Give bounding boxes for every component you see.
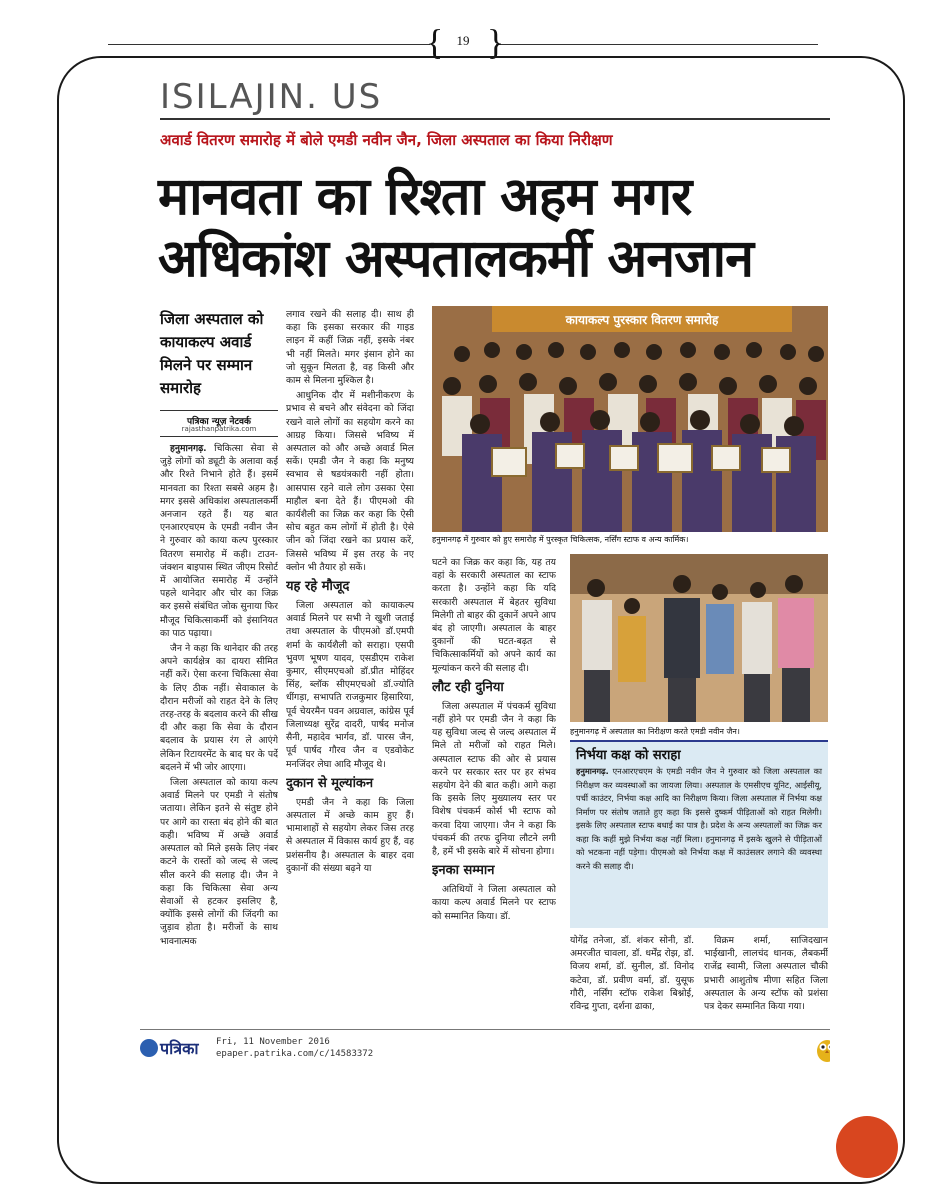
page-number: 19 bbox=[456, 33, 470, 48]
col5-para-1: विक्रम शर्मा, साजिदखान भाईखानी, लालचंद धानक, लैबकर्मी राजेंद्र स्वामी, जिला अस्पताल चौकी प्रभारी आशुतोष मीणा सहित जिला अस्पताल के अन्य स्टॉफ को प्रशंसा पत्र देकर सम्मानित किया गया। bbox=[704, 935, 828, 1013]
headline bbox=[158, 166, 753, 290]
corner-dot bbox=[836, 1116, 898, 1178]
byline: पत्रिका न्यूज़ नेटवर्क bbox=[160, 410, 278, 427]
column-1 bbox=[160, 442, 278, 1022]
header-rule-left bbox=[108, 44, 430, 45]
section-rule bbox=[160, 118, 830, 120]
main-photo-caption: हनुमानगढ़ में गुरुवार को हुए समारोह में पुरस्कृत चिकित्सक, नर्सिंग स्टाफ व अन्य कार्मिक। bbox=[432, 535, 689, 544]
award-group-photo bbox=[432, 306, 828, 532]
inspection-photo bbox=[570, 554, 828, 722]
box-title: निर्भया कक्ष को सराहा bbox=[576, 748, 681, 763]
section-heading-evaluation: दुकान से मूल्यांकन bbox=[286, 775, 374, 791]
col2-para-4: एमडी जैन ने कहा कि जिला अस्पताल में अच्छे काम हुए हैं। भामाशाहों से सहयोग लेकर जिस तरह से अस्पताल में विकास कार्य हुए हैं, वह प्रशंसनीय है। अस्पताल के बाहर दवा दुकानों की संख्या बढ़ने या bbox=[286, 796, 414, 874]
byline-website: rajasthanpatrika.com bbox=[160, 425, 278, 437]
col2-para-2: आधुनिक दौर में मशीनीकरण के प्रभाव से बचने और संवेदना को जिंदा रखने वाले लोगों का सहयोग करने का आग्रह किया। जिससे भविष्य में अस्पताल को और अच्छे अवार्ड मिल सकें। एमडी जैन ने कहा कि मनुष्य स्वभाव से षडयंत्रकारी नहीं होता। आसपास रहने वाले लोग उसका ऐसा माहौल बना देते हैं। पीएमओ की कार्यशैली का जिक्र कर कहा कि ऐसी सोच बहुत कम लोगों में होती है। ऐसे जीन को जिंदा रखने का प्रयास करें, जिससे भविष्य में इस तरह के नए क्लोन भी तैयार हो सकें। bbox=[286, 390, 414, 573]
column-4 bbox=[570, 934, 694, 1024]
side-title: जिला अस्पताल को कायाकल्प अवार्ड मिलने पर सम्मान समारोह bbox=[160, 310, 264, 397]
section-heading-world: लौट रही दुनिया bbox=[432, 679, 504, 695]
box-text: एनआरएचएम के एमडी नवीन जैन ने गुरुवार को जिला अस्पताल का निरीक्षण कर व्यवस्थाओं का जायजा लिया। अस्पताल के एमसीएच यूनिट, आईसीयू, पर्ची काउंटर, निर्भया कक्ष आदि का निरीक्षण किया। जिला अस्पताल में निर्भया कक्ष निर्माण पर संतोष जताते हुए कहा कि इससे दुष्कर्म पीड़िताओं को राहत मिलेगी। इसके लिए अस्पताल स्टाफ बधाई का पात्र है। प्रदेश के अन्य अस्पतालों का जिक्र कर कहा कि कहीं मुझे निर्भया कक्ष नहीं मिला। हनुमानगढ़ में इसके खुलने से पीड़िताओं को भटकना नहीं पड़ेगा। पीएमओ को निर्भया कक्ष में काउंसलर लगाने की व्यवस्था करने की सलाह दी। bbox=[576, 766, 822, 871]
footer-rule bbox=[140, 1029, 830, 1030]
epaper-url[interactable]: epaper.patrika.com/c/14583372 bbox=[216, 1049, 374, 1059]
col3-para-1: घटने का जिक्र कर कहा कि, यह तय वहां के सरकारी अस्पताल का स्टाफ करता है। उन्होंने कहा कि यदि सरकारी अस्पताल में बेहतर सुविधा मिलेगी तो बाहर की दुकानें अपने आप बंद हो जाएगी। अस्पताल के बाहर दुकानों की घटत-बढ़त से चिकित्साकर्मियों को अपने कार्य का मूल्यांकन करने की सलाह दी। bbox=[432, 557, 556, 674]
section-label: ISILAJIN. US bbox=[160, 80, 383, 117]
section-heading-honour: इनका सम्मान bbox=[432, 863, 495, 879]
globe-icon bbox=[140, 1039, 158, 1057]
col1-para-3: जिला अस्पताल को काया कल्प अवार्ड मिलने पर एमडी ने संतोष जताया। लेकिन इतने से संतुष्ट होने पर आगे का रास्ता बंद होने की बात कही। भविष्य में अच्छे अवार्ड अस्पताल को मिले इसके लिए नंबर कटने के रास्तों को जल्द से जल्द सील करने की सलाह दी। जैन ने कहा कि चिकित्सा सेवा अन्य सेवाओं से हटकर इसलिए है, क्योंकि इससे लोगों की जिंदगी का जुड़ाव होता है। मरीजों के साथ भावनात्मक bbox=[160, 777, 278, 947]
inspection-photo-art bbox=[570, 554, 828, 722]
box-body bbox=[570, 765, 828, 873]
col2-para-3: जिला अस्पताल को कायाकल्प अवार्ड मिलने पर सभी ने खुशी जताई तथा अस्पताल के पीएमओ डॉ.एमपी शर्मा के कार्यशैली को सराहा। एसपी भुवण भूषण यादव, एसडीएम राकेश कुमार, सीएमएचओ डॉ.प्रीत मोहिंदर सिंह, ब्लॉक सीएमएचओ डॉ.ज्योति धींगड़ा, सभापति राजकुमार हिसारिया, पूर्व चेयरमैन पवन अग्रवाल, कांग्रेस पूर्व जिलाध्यक्ष सुरेंद्र दादरी, पार्षद मनोज सैनी, महादेव भार्गव, डॉ. पारस जैन, पूर्व पार्षद गौरव जैन व एडवोकेट मनजिंदर लेघा आदि मौजूद थे। bbox=[286, 600, 414, 770]
second-photo-caption: हनुमानगढ़ में अस्पताल का निरीक्षण करते एमडी नवीन जैन। bbox=[570, 727, 740, 736]
column-5 bbox=[704, 934, 828, 1024]
column-3 bbox=[432, 556, 556, 1022]
subheadline: अवार्ड वितरण समारोह में बोले एमडी नवीन जैन, जिला अस्पताल का किया निरीक्षण bbox=[160, 131, 613, 149]
col4-para-1: योगेंद्र तनेजा, डॉ. शंकर सोनी, डॉ. अमरजीत चावला, डॉ. धर्मेंद्र रोझ, डॉ. विजय शर्मा, डॉ. सुनील, डॉ. विनोद कटेवा, डॉ. प्रवीण वर्मा, डॉ. युसूफ गौरी, नर्सिंग स्टॉफ राकेश बिश्नोई, रविन्द्र गुप्ता, दर्शना ढाका, bbox=[570, 935, 694, 1013]
patrika-logo bbox=[140, 1037, 216, 1059]
col3-para-3: अतिथियों ने जिला अस्पताल को काया कल्प अवार्ड मिलने पर स्टाफ को सम्मानित किया। डॉ. bbox=[432, 884, 556, 922]
nirbhaya-box bbox=[570, 740, 828, 928]
col1-para-2: जैन ने कहा कि थानेदार की तरह अपने कार्यक्षेत्र का दायरा सीमित नहीं करें। ऐसा करना चिकित्सा सेवा के लिए ठीक नहीं। सेवाकाल के दौरान मरीजों को राहत देने के लिए तरह-तरह के बदलाव करने की सीख दी और कहा कि सेवा के दौरान बदलाव के प्रयास रंग ले आएंगे लेकिन रिटायरमेंट के बाद घर के पर्दे बदलने में भी जोर आएगा। bbox=[160, 643, 278, 773]
col2-para-1: लगाव रखने की सलाह दी। साथ ही कहा कि इसका सरकार की गाइड लाइन में कहीं जिक्र नहीं, इसके नंबर भी नहीं मिलते। मगर इंसान होने का जो सुकून मिलता है, वह किसी और काम से मिलना मुश्किल है। bbox=[286, 309, 414, 387]
col1-para-1: चिकित्सा सेवा से जुड़े लोगों को ड्यूटी के अलावा कई और रिश्ते निभाने होते हैं। इसमें मानवता का रिश्ता सबसे अहम है। मगर इससे अधिकांश अस्पतालकर्मी अनजान रहते हैं। यह बात एनआरएचएम के एमडी नवीन जैन ने गुरुवार को काया कल्प पुरस्कार वितरण समारोह में कही। टाउन-जंक्शन बाइपास स्थित जीएम रिसोर्ट में आयोजित समारोह में उन्होंने पहले थानेदार और चोर का जिक्र कर इससे संबंधित जोक सुनाया फिर मौजूद चिकित्साकर्मी को इंसानियत का पाठ पढ़ाया। bbox=[160, 443, 278, 639]
col3-para-2: जिला अस्पताल में पंचकर्म सुविधा नहीं होने पर एमडी जैन ने कहा कि यह सुविधा जल्द से जल्द अस्पताल में मिले तो मरीजों को राहत मिले। अस्पताल स्टाफ की ओर से प्रयास करने पर सरकार स्तर पर हर संभव सहयोग देने की बात कही। आगे कहा कि इसके लिए मुख्यालय स्तर पर विशेष पंचकर्म कोर्स भी स्टाफ को करवा दिया जाएगा। जैन ने कहा कि पंचकर्म की तरफ दुनिया लौटने लगी है, हमें भी इसके बारे में सोचना होगा। bbox=[432, 700, 556, 858]
column-2 bbox=[286, 308, 414, 1022]
right-brace: } bbox=[487, 22, 505, 62]
headline-line-1: मानवता का रिश्ता अहम मगर bbox=[158, 167, 692, 227]
header-rule-right bbox=[496, 44, 818, 45]
award-group-photo-art bbox=[432, 306, 828, 532]
left-brace: { bbox=[426, 22, 444, 62]
headline-line-2: अधिकांश अस्पतालकर्मी अनजान bbox=[158, 229, 754, 289]
banner-text: कायाकल्प पुरस्कार वितरण समारोह bbox=[565, 313, 719, 327]
news-clipping bbox=[140, 80, 830, 1080]
section-heading-present: यह रहे मौजूद bbox=[286, 579, 350, 595]
clipping-footer bbox=[140, 1035, 830, 1069]
logo-text: पत्रिका bbox=[160, 1039, 199, 1058]
edition-date: Fri, 11 November 2016 bbox=[216, 1037, 330, 1047]
box-dateline: हनुमानगढ़. bbox=[576, 766, 609, 776]
dateline: हनुमानगढ़. bbox=[170, 443, 207, 454]
owl-icon bbox=[816, 1035, 830, 1063]
